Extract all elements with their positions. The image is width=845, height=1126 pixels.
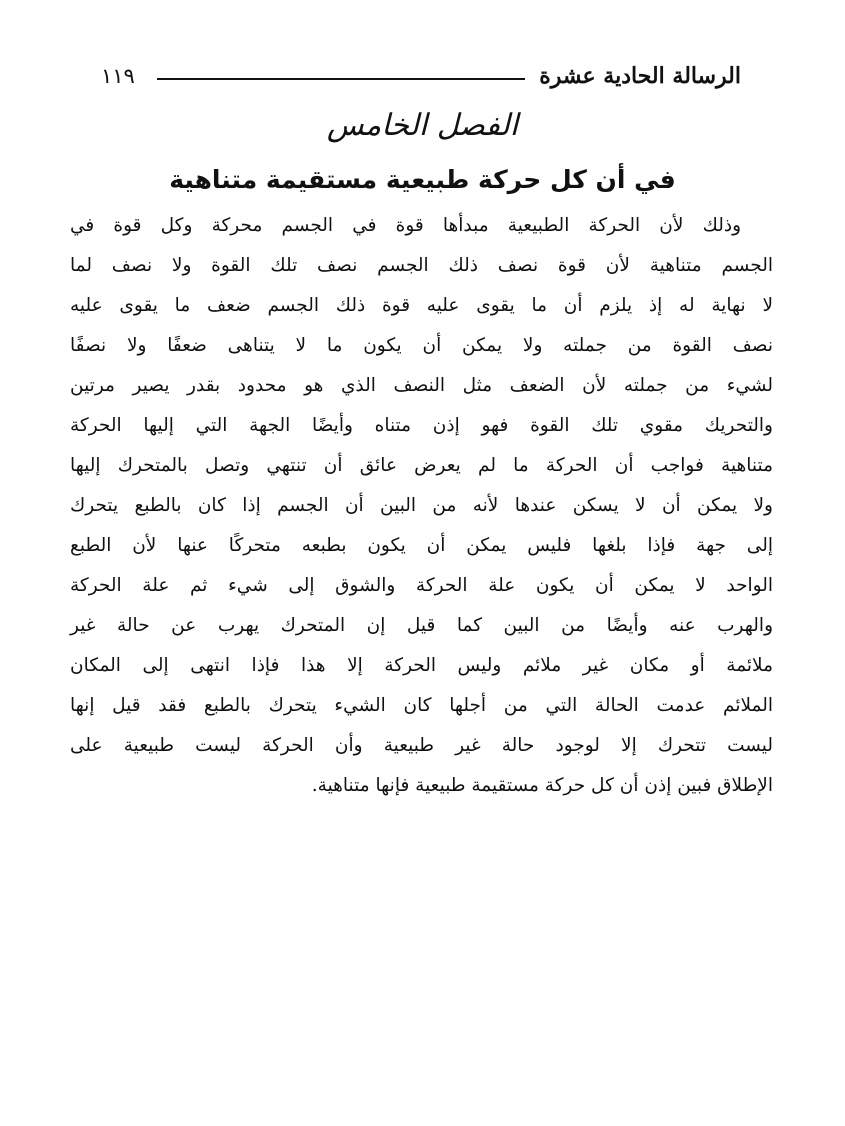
text-line: وذلك لأن الحركة الطبيعية مبدأها قوة في الجسم محركة وكل قوة في bbox=[70, 215, 741, 236]
text-line: نصف القوة من جملته ولا يمكن أن يكون ما لا يتناهى ضعفًا ولا نصفًا bbox=[70, 335, 773, 356]
text-line: الإطلاق فبين إذن أن كل حركة مستقيمة طبيعية فإنها متناهية. bbox=[311, 775, 773, 796]
text-line: لا نهاية له إذ يلزم أن ما يقوى عليه قوة ذلك الجسم ضعف ما يقوى عليه bbox=[70, 295, 773, 316]
text-line: ليست تتحرك إلا لوجود حالة غير طبيعية وأن الحركة ليست طبيعية على bbox=[70, 735, 773, 756]
text-line: ملائمة أو مكان غير ملائم وليس الحركة إلا هذا فإذا انتهى إلى المكان bbox=[70, 655, 773, 676]
section-title: في أن كل حركة طبيعية مستقيمة متناهية bbox=[169, 165, 676, 194]
chapter-heading: الفصل الخامس bbox=[326, 108, 519, 143]
text-line: ولا يمكن أن لا يسكن عندها لأنه من البين أن الجسم إذا كان بالطبع يتحرك bbox=[70, 495, 773, 516]
text-line: متناهية فواجب أن الحركة ما لم يعرض عائق أن تنتهي وتصل بالمتحرك إليها bbox=[70, 455, 773, 476]
running-title: الرسالة الحادية عشرة bbox=[539, 63, 741, 89]
page-number: ١١٩ bbox=[101, 64, 135, 88]
text-line: الجسم متناهية لأن قوة نصف ذلك الجسم نصف تلك القوة ولا نصف لما bbox=[70, 255, 773, 276]
header-rule bbox=[157, 78, 525, 80]
text-line: إلى جهة فإذا بلغها فليس يمكن أن يكون بطبعه متحركًا عنها لأن الطبع bbox=[70, 535, 773, 556]
text-line: الملائم عدمت الحالة التي من أجلها كان الشيء يتحرك بالطبع فقد قيل إنها bbox=[70, 695, 773, 716]
text-line: والتحريك مقوي تلك القوة فهو إذن متناه وأيضًا الجهة التي إليها الحركة bbox=[70, 415, 773, 436]
text-line: الواحد لا يمكن أن يكون علة الحركة والشوق إلى شيء ثم علة الحركة bbox=[70, 575, 773, 596]
running-header bbox=[101, 56, 741, 96]
text-line: والهرب عنه وأيضًا من البين كما قيل إن المتحرك يهرب عن حالة غير bbox=[70, 615, 773, 636]
body-paragraph bbox=[70, 206, 773, 806]
text-line: لشيء من جملته لأن الضعف مثل النصف الذي هو محدود بقدر يصير مرتين bbox=[70, 375, 773, 396]
